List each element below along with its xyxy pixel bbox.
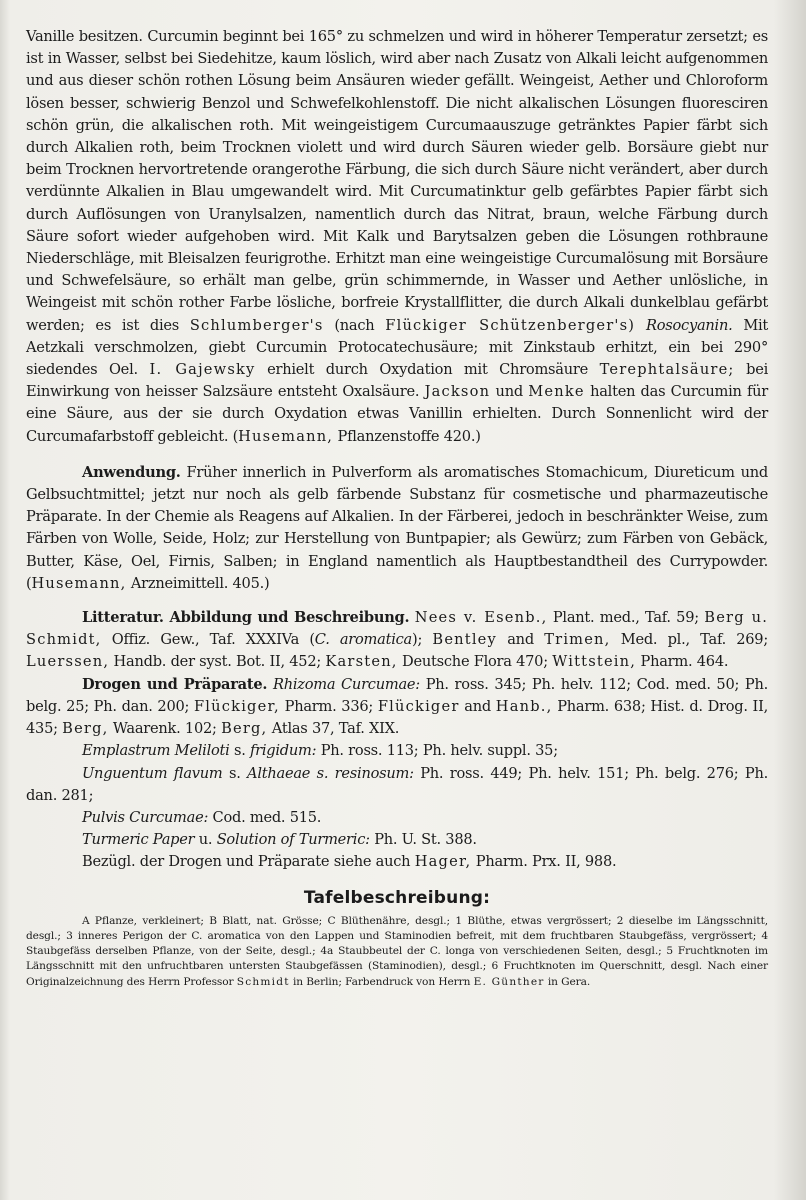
preparation-entry xyxy=(26,807,768,829)
preparation-name: Solution of Turmeric: xyxy=(216,831,370,849)
author-flueckiger: Flückiger xyxy=(377,697,460,715)
author-husemann: Husemann, xyxy=(238,427,334,445)
printer-guenther: E. Günther xyxy=(473,975,545,988)
preparation-name: Emplastrum Meliloti xyxy=(82,742,230,760)
author-schlumberger: Schlumberger's xyxy=(189,316,324,334)
pharmacopoeia-text: Waarenk. 102; xyxy=(112,720,217,738)
author-hanbury: Hanb., xyxy=(495,697,553,715)
pharmacopoeia-text: Pharm. 638; Hist. d. Drog. II, 435; xyxy=(26,697,768,738)
bezugl-note xyxy=(26,851,768,873)
author-wittstein: Wittstein, xyxy=(552,653,637,671)
preparation-conj: u. xyxy=(198,831,213,849)
preparation-conj: s. xyxy=(233,742,246,760)
author-trimen: Trimen, xyxy=(544,631,611,649)
chemistry-text: und xyxy=(495,383,523,401)
preparation-name: Althaeae s. resinosum: xyxy=(247,764,414,782)
chemistry-text: Mit Aetzkali verschmolzen, giebt Curcumin Protocatechusäure; mit Zinkstaub erhitzt, ein bei 290° siedendes Oel. xyxy=(26,316,769,379)
preparation-name: Unguentum flavum xyxy=(82,764,223,782)
drogen-paragraph xyxy=(26,674,768,741)
reference-text: Plant. med., Taf. 59; xyxy=(552,609,699,627)
drogen-heading: Drogen und Präparate. xyxy=(82,675,268,693)
anwendung-heading: Anwendung. xyxy=(82,463,181,481)
author-gajewsky: I. Gajewsky xyxy=(149,361,256,379)
preparation-entry xyxy=(26,763,768,807)
author-karsten: Karsten, xyxy=(325,653,398,671)
chemistry-text: halten das Curcumin für eine Säure, aus der sie durch Oxydation etwas Vanillin erhielten. Durch Sonnenlicht wird der Curcumafarbstoff gebleicht. ( xyxy=(26,383,769,445)
author-flueckiger: Flückiger, xyxy=(193,697,280,715)
author-luerssen: Luerssen, xyxy=(26,653,110,671)
author-schmidt: Schmidt xyxy=(236,975,290,988)
species-name: C. aromatica xyxy=(314,631,413,649)
term-rosocyanin: Rosocyanin. xyxy=(645,316,733,334)
pharmacopoeia-text: Atlas 37, Taf. XIX. xyxy=(271,720,400,738)
author-flueckiger-schuetzenberger: Flückiger Schützenberger's) xyxy=(385,316,636,334)
term-terephtalsaeure: Terephtalsäure; xyxy=(599,361,735,379)
anwendung-text: Früher innerlich in Pulverform als aromatisches Stomachicum, Diureticum und Gelbsuchtmittel; jetzt nur noch als gelb färbende Substanz für cosmetische und pharmazeutische Präparate. In der Chemie als Reagens auf Alkalien. In der Färberei, jedoch in beschränkter Weise, zum Färben von Wolle, Seide, Holz; zur Herstellung von Buntpapier; als Gewürz; zum Färben von Gebäck, Butter, Käse, Oel, Firnis, Salben; in England namentlich als Hauptbestandtheil des Currypowder. ( xyxy=(26,463,769,592)
chemistry-text: Vanille besitzen. Curcumin beginnt bei 165° zu schmelzen und wird in höherer Temperatur zersetzt; es ist in Wasser, selbst bei Siedehitze, kaum löslich, wird aber nach Zusatz von Alkali leicht aufgenommen und aus dieser schön rothen Lösung beim Ansäuren wieder gefällt. Weingeist, Aether und Chloroform lösen besser, schwierig Benzol und Schwefelkohlenstoff. Die nicht alkalischen Lösungen fluoresciren schön grün, die alkalischen roth. Mit weingeistigem Curcumaauszuge getränktes Papier färbt sich durch Alkalien roth, beim Trocknen violett und wird durch Säuren wieder gelb. Borsäure giebt nur beim Trocknen hervortretende orangerothe Färbung, die sich durch Säure nicht verändert, aber durch verdünnte Alkalien in Blau umgewandelt wird. Mit Curcumatinktur gelb gefärbtes Papier färbt sich durch Auflösungen von Uranylsalzen, namentlich durch das Nitrat, braun, welche Färbung durch Säure sofort wieder aufgehoben wird. Mit Kalk und Barytsalzen geben die Lösungen rothbraune Niederschläge, mit Bleisalzen feurigrothe. Erhitzt man eine weingeistige Curcumalösung mit Borsäure und Schwefelsäure, so erhält man gelbe, grün schimmernde, in Wasser und Aether unlösliche, in Weingeist mit schön rother Farbe lösliche, borfreie Krystallflitter, die durch Alkali dunkelblau gefärbt werden; es ist dies xyxy=(26,28,768,334)
litteratur-heading: Litteratur. Abbildung und Beschreibung. xyxy=(82,609,410,627)
author-husemann: Husemann, xyxy=(31,574,127,592)
reference-text: Offiz. Gew., Taf. XXXIVa ( xyxy=(111,631,315,649)
preparation-entry xyxy=(26,740,768,762)
chemistry-text: (nach xyxy=(334,316,375,334)
pharmacopoeia-text: and xyxy=(464,697,491,715)
reference-text: Pharm. 464. xyxy=(640,653,729,671)
tafel-text: in Berlin; Farbendruck von Herrn xyxy=(292,975,471,988)
reference-text: Deutsche Flora 470; xyxy=(402,653,548,671)
bezugl-text: Bezügl. der Drogen und Präparate siehe auch xyxy=(82,853,411,871)
reference-text: Med. pl., Taf. 269; xyxy=(620,631,768,649)
preparation-refs: Ph. ross. 449; Ph. helv. 151; Ph. belg. 276; Ph. dan. 281; xyxy=(26,764,768,804)
chemistry-text: Pflanzenstoffe 420.) xyxy=(337,427,481,445)
chemistry-text: erhielt durch Oxydation mit Chromsäure xyxy=(267,361,589,379)
anwendung-paragraph xyxy=(26,462,768,595)
anwendung-text: Arzneimittell. 405.) xyxy=(130,574,270,592)
preparation-refs: Ph. ross. 113; Ph. helv. suppl. 35; xyxy=(320,742,558,760)
chemistry-text: bei Einwirkung von heisser Salzsäure entsteht Oxalsäure. xyxy=(26,361,769,401)
author-menke: Menke xyxy=(528,383,585,401)
reference-text: Handb. der syst. Bot. II, 452; xyxy=(113,653,322,671)
preparation-name: Pulvis Curcumae: xyxy=(82,808,209,826)
preparation-conj: s. xyxy=(228,764,241,782)
preparation-refs: Cod. med. 515. xyxy=(212,808,322,826)
preparation-refs: Ph. U. St. 388. xyxy=(374,831,477,849)
preparation-name: Turmeric Paper xyxy=(82,831,195,849)
author-nees: Nees v. Esenb., xyxy=(414,609,548,627)
reference-text: and xyxy=(507,631,534,649)
drug-rhizoma-curcumae: Rhizoma Curcumae: xyxy=(272,675,420,693)
author-berg-schmidt: Berg u. Schmidt, xyxy=(26,609,769,649)
author-berg: Berg, xyxy=(62,720,109,738)
pharmacopoeia-text: Pharm. 336; xyxy=(284,697,374,715)
tafel-text: A Pflanze, verkleinert; B Blatt, nat. Grösse; C Blüthenähre, desgl.; 1 Blüthe, etwas vergrössert; 2 dieselbe im Längsschnitt, desgl.; 3 inneres Perigon der C. aromatica von den Lappen und Staminodien befreit, mit dem fruchtbaren Staubgefäss, vergrössert; 4 Staubgefäss derselben Pflanze, von der Seite, desgl.; 4a Staubbeutel der C. longa von verschiedenen Seiten, desgl.; 5 Fruchtknoten im Längsschnitt mit den unfruchtbaren untersten Staubgefässen (Staminodien), desgl.; 6 Fruchtknoten im Querschnitt, desgl. Nach einer Originalzeichnung des Herrn Professor xyxy=(26,914,768,988)
tafel-heading: Tafelbeschreibung: xyxy=(303,887,491,908)
bezugl-text: Pharm. Prx. II, 988. xyxy=(475,853,617,871)
litteratur-paragraph xyxy=(26,607,768,674)
author-jackson: Jackson xyxy=(424,383,491,401)
author-berg: Berg, xyxy=(221,720,268,738)
tafel-text: in Gera. xyxy=(547,975,591,988)
pharmacopoeia-text: Ph. ross. 345; Ph. helv. 112; Cod. med. 50; Ph. belg. 25; Ph. dan. 200; xyxy=(26,675,769,715)
chemistry-paragraph xyxy=(26,26,768,448)
preparation-entry xyxy=(26,829,768,851)
preparation-name: frigidum: xyxy=(249,742,317,760)
tafel-description xyxy=(26,914,768,990)
reference-text: ); xyxy=(412,631,433,649)
author-bentley: Bentley xyxy=(432,631,497,649)
author-hager: Hager, xyxy=(414,853,472,871)
